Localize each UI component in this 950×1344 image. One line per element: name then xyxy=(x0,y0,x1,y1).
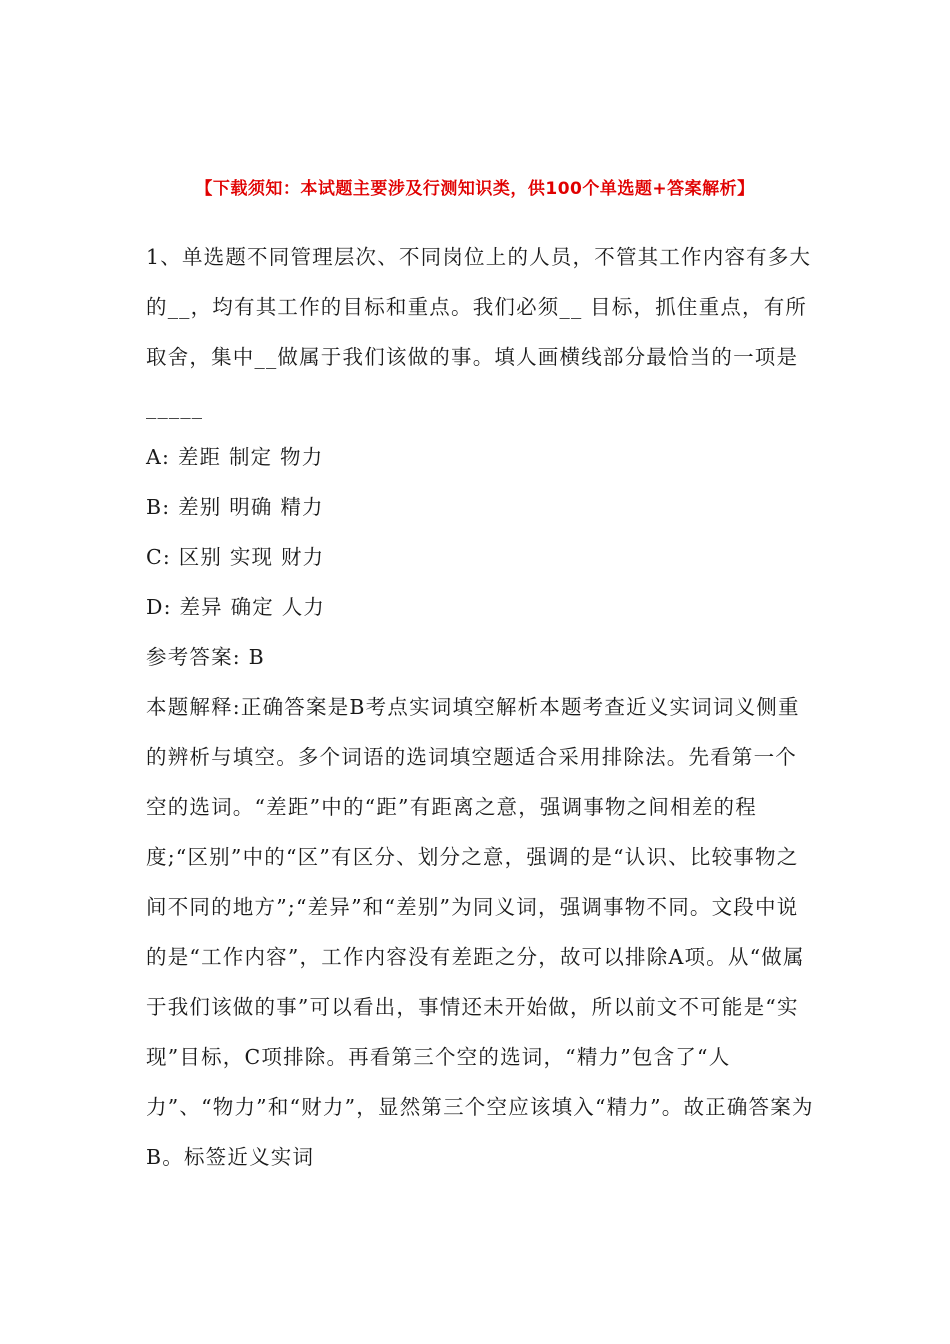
option-a: A: 差距 制定 物力 xyxy=(146,445,324,469)
reference-answer: 参考答案: B xyxy=(146,645,265,669)
download-notice: 【下载须知：本试题主要涉及行测知识类，供100个单选题+答案解析】 xyxy=(195,179,755,199)
question-stem: 1、单选题不同管理层次、不同岗位上的人员，不管其工作内容有多大的__，均有其工作的目标和重点。我们必须__ 目标，抓住重点，有所取舍，集中__做属于我们该做的事。填人画横线部分最恰当的一项是_____ xyxy=(146,245,812,419)
option-d: D: 差异 确定 人力 xyxy=(146,595,326,619)
option-b: B: 差别 明确 精力 xyxy=(146,495,324,519)
answer-explanation: 本题解释:正确答案是B考点实词填空解析本题考查近义实词词义侧重的辨析与填空。多个词语的选词填空题适合采用排除法。先看第一个空的选词。“差距”中的“距”有距离之意，强调事物之间相差的程度;“区别”中的“区”有区分、划分之意，强调的是“认识、比较事物之间不同的地方”;“差异”和“差别”为同义词，强调事物不同。文段中说的是“工作内容”，工作内容没有差距之分，故可以排除A项。从“做属于我们该做的事”可以看出，事情还未开始做，所以前文不可能是“实现”目标，C项排除。再看第三个空的选词，“精力”包含了“人力”、“物力”和“财力”，显然第三个空应该填入“精力”。故正确答案为B。标签近义实词 xyxy=(146,695,814,1169)
question-block xyxy=(146,232,816,1182)
option-c: C: 区别 实现 财力 xyxy=(146,545,325,569)
